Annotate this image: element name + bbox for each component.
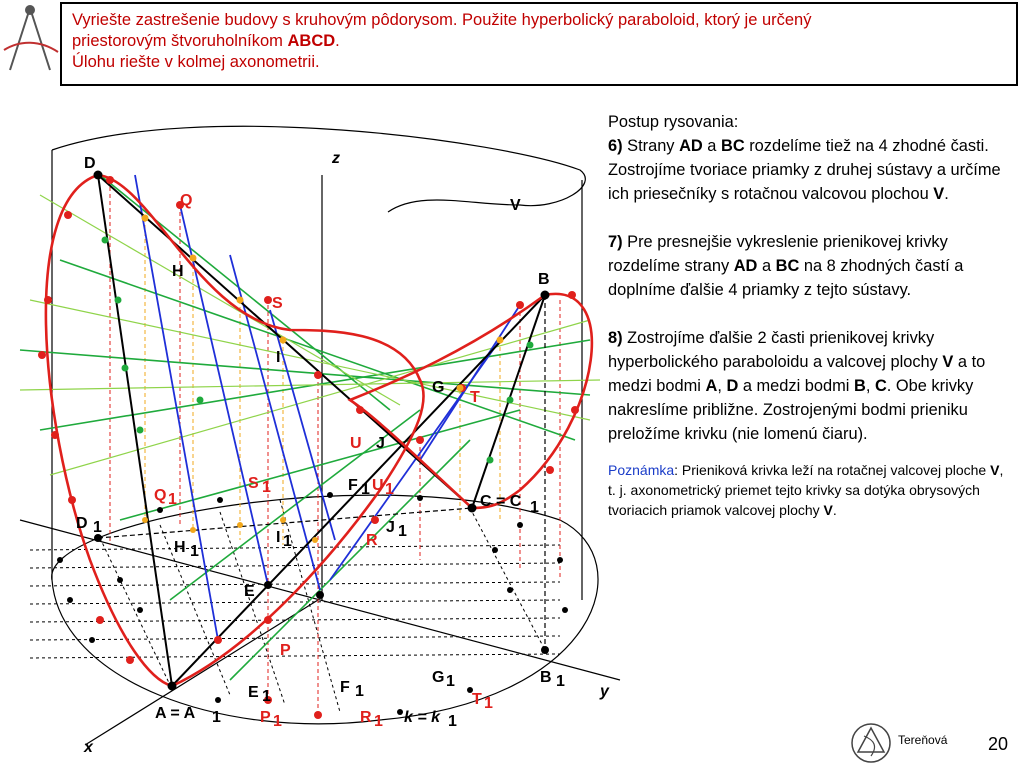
note: Poznámka: Prieniková krivka leží na rotačnej valcovej ploche V, t. j. axonometrický priemet tejto krivky sa dotýka obrysových tvoriacich priamok valcovej plochy V. bbox=[608, 462, 1004, 518]
label-I1: I bbox=[276, 529, 281, 546]
step-7: 7) Pre presnejšie vykreslenie prienikovej krivky rozdelíme strany AD a BC na 8 zhodných častí a doplníme ďalšie 4 priamky z tejto sústavy. bbox=[608, 233, 964, 299]
label-E: E bbox=[244, 583, 255, 600]
sub-Q1: 1 bbox=[168, 491, 177, 508]
sub-T1: 1 bbox=[484, 695, 493, 712]
sub-G1: 1 bbox=[446, 673, 455, 690]
label-A: A = A bbox=[155, 705, 196, 722]
procedure-heading: Postup rysovania: bbox=[608, 113, 739, 131]
sub-B1: 1 bbox=[556, 673, 565, 690]
label-U1: U bbox=[372, 477, 384, 494]
sub-F1-upper: 1 bbox=[361, 481, 370, 498]
sub-D1: 1 bbox=[93, 519, 102, 536]
sub-P1: 1 bbox=[273, 713, 282, 730]
intersection-curves bbox=[46, 175, 592, 686]
label-B1: B bbox=[540, 669, 552, 686]
author-logo-icon bbox=[850, 722, 892, 764]
label-Q: Q bbox=[180, 192, 193, 209]
task-line-3: Úlohu riešte v kolmej axonometrii. bbox=[72, 53, 320, 71]
sub-k1: 1 bbox=[448, 713, 457, 730]
green-generators bbox=[20, 175, 590, 680]
label-F1: F bbox=[340, 679, 350, 696]
label-J: J bbox=[376, 435, 385, 452]
label-H1: H bbox=[174, 539, 186, 556]
label-y: y bbox=[600, 683, 609, 700]
label-F: F bbox=[348, 477, 358, 494]
label-R: R bbox=[366, 532, 378, 549]
label-x: x bbox=[84, 739, 93, 756]
label-G: G bbox=[432, 379, 445, 396]
label-C: C = C bbox=[480, 493, 522, 510]
sub-J1: 1 bbox=[398, 523, 407, 540]
label-Q1: Q bbox=[154, 487, 167, 504]
sub-F1: 1 bbox=[355, 683, 364, 700]
label-S1: S bbox=[248, 475, 259, 492]
label-U: U bbox=[350, 435, 362, 452]
label-z: z bbox=[332, 150, 340, 167]
label-I: I bbox=[276, 349, 281, 366]
task-line-2-text: priestorovým štvoruholníkom bbox=[72, 32, 288, 50]
label-H: H bbox=[172, 263, 184, 280]
step-6: 6) Strany AD a BC rozdelíme tiež na 4 zhodné časti. Zostrojíme tvoriace priamky z druhej sústavy a určíme ich priesečníky s rotačnou valcovou plochou V. bbox=[608, 137, 1001, 203]
curve-A-D bbox=[46, 175, 424, 686]
sub-I1: 1 bbox=[283, 533, 292, 550]
drawing-procedure bbox=[608, 110, 1008, 544]
sub-R1: 1 bbox=[374, 713, 383, 730]
label-T: T bbox=[470, 389, 480, 406]
x-axis bbox=[85, 600, 318, 745]
label-G1: G bbox=[432, 669, 445, 686]
label-T1: T bbox=[472, 691, 482, 708]
sub-C1: 1 bbox=[530, 499, 539, 516]
points-black bbox=[57, 171, 568, 716]
author-name: Tereňová bbox=[898, 733, 948, 747]
compass-icon bbox=[4, 6, 58, 70]
sub-E1: 1 bbox=[262, 688, 271, 705]
label-E1: E bbox=[248, 684, 259, 701]
label-D1: D bbox=[76, 515, 88, 532]
label-B: B bbox=[538, 271, 550, 288]
label-R1: R bbox=[360, 709, 372, 726]
label-P: P bbox=[280, 642, 291, 659]
point-labels bbox=[76, 150, 610, 756]
label-D: D bbox=[84, 155, 96, 172]
label-J1: J bbox=[386, 519, 395, 536]
sub-A1: 1 bbox=[212, 709, 221, 726]
page-number: 20 bbox=[988, 734, 1009, 754]
label-S: S bbox=[272, 295, 283, 312]
label-V: V bbox=[510, 197, 521, 214]
step-8: 8) Zostrojíme ďalšie 2 časti prienikovej krivky hyperbolického paraboloidu a valcovej plochy V a to medzi bodmi A, D a medzi bodmi B, C. Obe krivky nakreslíme približne. Zostrojenými bodmi prieniku preložíme krivku (nie lomenú čiaru). bbox=[608, 329, 986, 443]
task-line-1: Vyriešte zastrešenie budovy s kruhovým pôdorysom. Použite hyperbolický paraboloid, ktorý je určený bbox=[72, 11, 812, 29]
label-P1: P bbox=[260, 709, 271, 726]
cylinder-top-curve bbox=[52, 126, 585, 212]
task-line-2-end: . bbox=[335, 32, 340, 50]
edge-DA bbox=[98, 175, 172, 686]
task-quad-name: ABCD bbox=[287, 32, 336, 50]
sub-H1: 1 bbox=[190, 543, 199, 560]
sub-S1: 1 bbox=[262, 479, 271, 496]
sub-U1: 1 bbox=[385, 481, 394, 498]
label-k: k = k bbox=[404, 709, 441, 726]
